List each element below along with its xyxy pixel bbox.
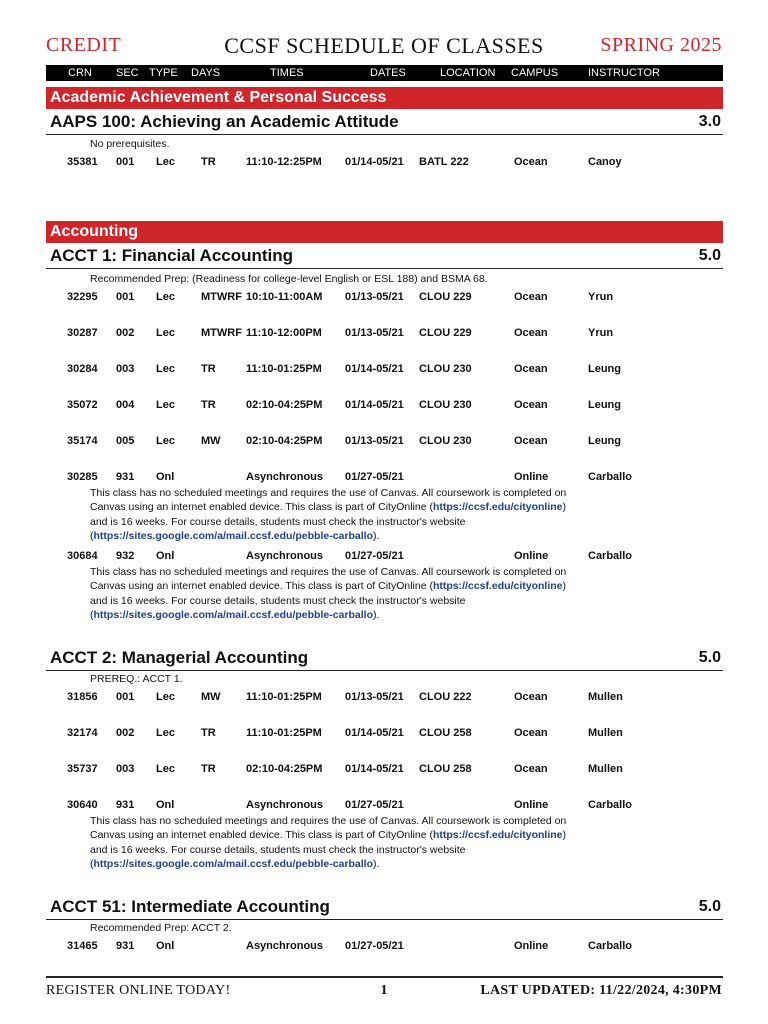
column-header-bar [46,65,723,81]
section-cell: Ocean [514,727,548,739]
section-cell: Lec [156,291,175,303]
section-cell: CLOU 230 [419,363,472,375]
description-text: ) and is 16 weeks. For course details, students must check the instructor's website ( [90,580,567,621]
section-cell: Asynchronous [246,550,324,562]
section-row [0,398,768,412]
section-cell: 30284 [67,363,98,375]
section-cell: 931 [116,799,135,811]
section-cell: 01/14-05/21 [345,727,404,739]
section-row [0,726,768,740]
section-cell: Canoy [588,156,622,168]
description-text: ). [372,529,380,542]
course-units: 5.0 [698,247,721,264]
section-cell: Carballo [588,940,633,952]
section-cell: Ocean [514,435,548,447]
course-note: PREREQ.: ACCT 1. [90,673,183,685]
section-cell: 01/14-05/21 [345,363,404,375]
section-cell: Yrun [588,291,614,303]
department-header [46,221,723,243]
col-days: DAYS [191,67,221,79]
section-cell: 01/14-05/21 [345,763,404,775]
col-crn: CRN [68,67,92,79]
register-online-text: REGISTER ONLINE TODAY! [46,983,231,998]
section-row [0,155,768,169]
department-title: Academic Achievement & Personal Success [50,89,387,106]
section-cell: TR [201,363,216,375]
section-cell: 35072 [67,399,98,411]
section-cell: MTWRF [201,291,242,303]
cityonline-link[interactable]: https://ccsf.edu/cityonline [432,580,563,593]
section-cell: 31856 [67,691,98,703]
section-cell: 10:10-11:00AM [246,291,323,303]
section-cell: Online [514,550,549,562]
section-cell: 30684 [67,550,98,562]
section-cell: 01/27-05/21 [345,550,404,562]
page-title: CCSF SCHEDULE OF CLASSES [224,33,544,58]
course-header [46,646,723,671]
section-cell: Online [514,471,549,483]
section-cell: Asynchronous [246,799,324,811]
course-units: 5.0 [698,649,721,666]
section-cell: Lec [156,399,175,411]
section-cell: 35381 [67,156,98,168]
section-cell: CLOU 229 [419,327,472,339]
course-units: 5.0 [698,898,721,915]
description-text: ). [372,608,380,621]
section-cell: Onl [156,550,175,562]
section-cell: Ocean [514,291,548,303]
course-title: ACCT 2: Managerial Accounting [50,648,309,667]
section-cell: 01/13-05/21 [345,435,404,447]
section-cell: 01/13-05/21 [345,291,404,303]
course-title: ACCT 51: Intermediate Accounting [50,897,330,916]
section-cell: Leung [588,363,621,375]
course-header [46,244,723,269]
section-cell: CLOU 222 [419,691,472,703]
col-times: TIMES [270,67,304,79]
course-note: No prerequisites. [90,138,170,150]
section-cell: 30285 [67,471,98,483]
section-cell: Online [514,799,549,811]
section-row [0,798,768,812]
description-text: This class has no scheduled meetings and requires the use of Canvas. All coursework is completed on Canvas using an internet enabled device. This class is part of CityOnline ( [90,566,567,593]
course-title: AAPS 100: Achieving an Academic Attitude [50,112,399,131]
section-cell: Lec [156,363,175,375]
section-cell: 003 [116,763,135,775]
section-cell: 001 [116,156,135,168]
section-cell: 02:10-04:25PM [246,399,323,411]
section-cell: 001 [116,691,135,703]
description-text: This class has no scheduled meetings and requires the use of Canvas. All coursework is completed on Canvas using an internet enabled device. This class is part of CityOnline ( [90,487,567,514]
footer-rule [46,976,723,978]
description-text: ) and is 16 weeks. For course details, students must check the instructor's website ( [90,829,567,870]
course-note: Recommended Prep: ACCT 2. [90,922,232,934]
section-cell: 01/14-05/21 [345,156,404,168]
section-row [0,326,768,340]
section-cell: 003 [116,363,135,375]
section-cell: 31465 [67,940,98,952]
section-cell: Onl [156,940,175,952]
section-cell: CLOU 229 [419,291,472,303]
section-cell: MW [201,435,221,447]
section-cell: 11:10-01:25PM [246,727,322,739]
section-cell: Onl [156,799,175,811]
online-description [90,814,580,871]
col-type: TYPE [149,67,178,79]
course-title: ACCT 1: Financial Accounting [50,246,294,265]
section-cell: 02:10-04:25PM [246,763,323,775]
section-cell: 11:10-12:25PM [246,156,322,168]
section-cell: 004 [116,399,135,411]
section-cell: Leung [588,435,621,447]
section-row [0,549,768,563]
section-cell: 32295 [67,291,98,303]
section-cell: Onl [156,471,175,483]
section-cell: 02:10-04:25PM [246,435,323,447]
section-cell: 30287 [67,327,98,339]
section-cell: 002 [116,327,135,339]
section-cell: Carballo [588,550,633,562]
section-cell: CLOU 230 [419,435,472,447]
course-units: 3.0 [698,113,721,130]
online-description [90,565,580,622]
section-cell: 32174 [67,727,98,739]
course-note: Recommended Prep: (Readiness for college-level English or ESL 188) and BSMA 68. [90,273,488,285]
section-cell: Mullen [588,691,623,703]
col-location: LOCATION [440,67,496,79]
section-cell: TR [201,727,216,739]
section-cell: Ocean [514,327,548,339]
section-cell: TR [201,763,216,775]
section-cell: BATL 222 [419,156,469,168]
online-description [90,486,580,543]
section-cell: MTWRF [201,327,242,339]
department-title: Accounting [50,223,138,240]
section-cell: Mullen [588,727,623,739]
cityonline-link[interactable]: https://ccsf.edu/cityonline [432,829,563,842]
section-cell: Carballo [588,799,633,811]
term-label: SPRING 2025 [600,34,722,56]
section-row [0,762,768,776]
section-cell: Carballo [588,471,633,483]
department-header [46,87,723,109]
section-cell: 11:10-12:00PM [246,327,322,339]
section-cell: Lec [156,156,175,168]
page-number: 1 [380,983,388,998]
col-instructor: INSTRUCTOR [588,67,660,79]
section-cell: Asynchronous [246,471,324,483]
description-text: This class has no scheduled meetings and requires the use of Canvas. All coursework is completed on Canvas using an internet enabled device. This class is part of CityOnline ( [90,815,567,842]
section-cell: 932 [116,550,135,562]
cityonline-link[interactable]: https://ccsf.edu/cityonline [432,501,563,514]
section-cell: 35737 [67,763,98,775]
section-cell: Lec [156,727,175,739]
section-cell: Ocean [514,691,548,703]
section-cell: Mullen [588,763,623,775]
section-cell: 01/14-05/21 [345,399,404,411]
description-text: ) and is 16 weeks. For course details, students must check the instructor's website ( [90,501,567,542]
section-cell: CLOU 258 [419,727,472,739]
section-cell: Ocean [514,363,548,375]
section-cell: 002 [116,727,135,739]
section-cell: 931 [116,471,135,483]
section-cell: 01/27-05/21 [345,940,404,952]
section-cell: 11:10-01:25PM [246,363,322,375]
col-dates: DATES [370,67,406,79]
section-row [0,362,768,376]
section-cell: Asynchronous [246,940,324,952]
section-cell: 01/27-05/21 [345,799,404,811]
section-cell: CLOU 230 [419,399,472,411]
section-cell: TR [201,156,216,168]
col-sec: SEC [116,67,139,79]
section-cell: Ocean [514,763,548,775]
description-text: ). [372,857,380,870]
last-updated: LAST UPDATED: 11/22/2024, 4:30PM [480,983,722,998]
course-header [46,895,723,920]
section-cell: Lec [156,763,175,775]
course-header [46,110,723,135]
section-cell: 01/13-05/21 [345,691,404,703]
section-cell: Lec [156,327,175,339]
section-cell: MW [201,691,221,703]
section-cell: CLOU 258 [419,763,472,775]
section-cell: 001 [116,291,135,303]
credit-label: CREDIT [46,34,122,56]
instructor-website-link[interactable]: https://sites.google.com/a/mail.ccsf.edu/pebble-carballo [93,857,373,870]
section-cell: Yrun [588,327,614,339]
section-row [0,290,768,304]
section-cell: Leung [588,399,621,411]
section-row [0,470,768,484]
section-row [0,434,768,448]
section-cell: Lec [156,435,175,447]
section-cell: 11:10-01:25PM [246,691,322,703]
section-cell: 005 [116,435,135,447]
section-cell: Lec [156,691,175,703]
section-cell: Online [514,940,549,952]
instructor-website-link[interactable]: https://sites.google.com/a/mail.ccsf.edu/pebble-carballo [93,608,373,621]
section-row [0,939,768,953]
instructor-website-link[interactable]: https://sites.google.com/a/mail.ccsf.edu/pebble-carballo [93,529,373,542]
section-cell: 931 [116,940,135,952]
col-campus: CAMPUS [511,67,559,79]
section-cell: 01/13-05/21 [345,327,404,339]
section-cell: 30640 [67,799,98,811]
section-cell: Ocean [514,156,548,168]
section-cell: TR [201,399,216,411]
section-cell: 35174 [67,435,98,447]
section-cell: 01/27-05/21 [345,471,404,483]
section-row [0,690,768,704]
section-cell: Ocean [514,399,548,411]
